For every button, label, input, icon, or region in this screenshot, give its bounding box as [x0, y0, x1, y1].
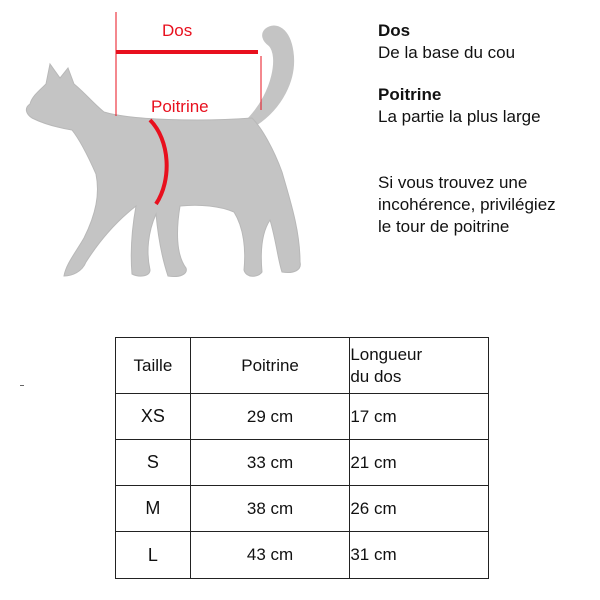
cat-silhouette-icon	[0, 0, 340, 300]
legend-dos-desc: De la base du cou	[378, 43, 516, 62]
back-cell: 31 cm	[350, 532, 489, 579]
header-chest: Poitrine	[190, 338, 350, 394]
chest-cell: 33 cm	[190, 440, 350, 486]
chest-cell: 43 cm	[190, 532, 350, 579]
table-row	[116, 440, 489, 486]
legend-note-line: Si vous trouvez une	[378, 173, 528, 192]
poitrine-label: Poitrine	[151, 97, 209, 116]
back-cell: 17 cm	[350, 394, 489, 440]
measurement-legend	[378, 20, 593, 238]
chest-cell: 38 cm	[190, 486, 350, 532]
back-cell: 26 cm	[350, 486, 489, 532]
legend-poitrine-title: Poitrine	[378, 85, 442, 104]
table-header-row	[116, 338, 489, 394]
header-size: Taille	[116, 338, 191, 394]
table-row	[116, 532, 489, 579]
legend-note-line: incohérence, privilégiez	[378, 195, 556, 214]
table-row	[116, 486, 489, 532]
cat-measurement-illustration	[0, 0, 340, 300]
dos-label: Dos	[162, 21, 193, 40]
back-cell: 21 cm	[350, 440, 489, 486]
size-cell: XS	[116, 394, 191, 440]
size-cell: L	[116, 532, 191, 579]
table-row	[116, 394, 489, 440]
size-chart-table	[115, 337, 489, 579]
size-cell: M	[116, 486, 191, 532]
header-back-length	[350, 338, 489, 394]
legend-note	[378, 172, 593, 238]
legend-dos-title: Dos	[378, 21, 411, 40]
chest-cell: 29 cm	[190, 394, 350, 440]
header-back-line1: Longueur	[350, 344, 423, 364]
legend-poitrine-desc: La partie la plus large	[378, 107, 541, 126]
legend-note-line: le tour de poitrine	[378, 217, 510, 236]
divider-mark	[20, 385, 24, 386]
cat-body	[26, 64, 300, 277]
size-cell: S	[116, 440, 191, 486]
cat-tail	[250, 27, 293, 124]
header-back-line2: du dos	[350, 366, 402, 386]
